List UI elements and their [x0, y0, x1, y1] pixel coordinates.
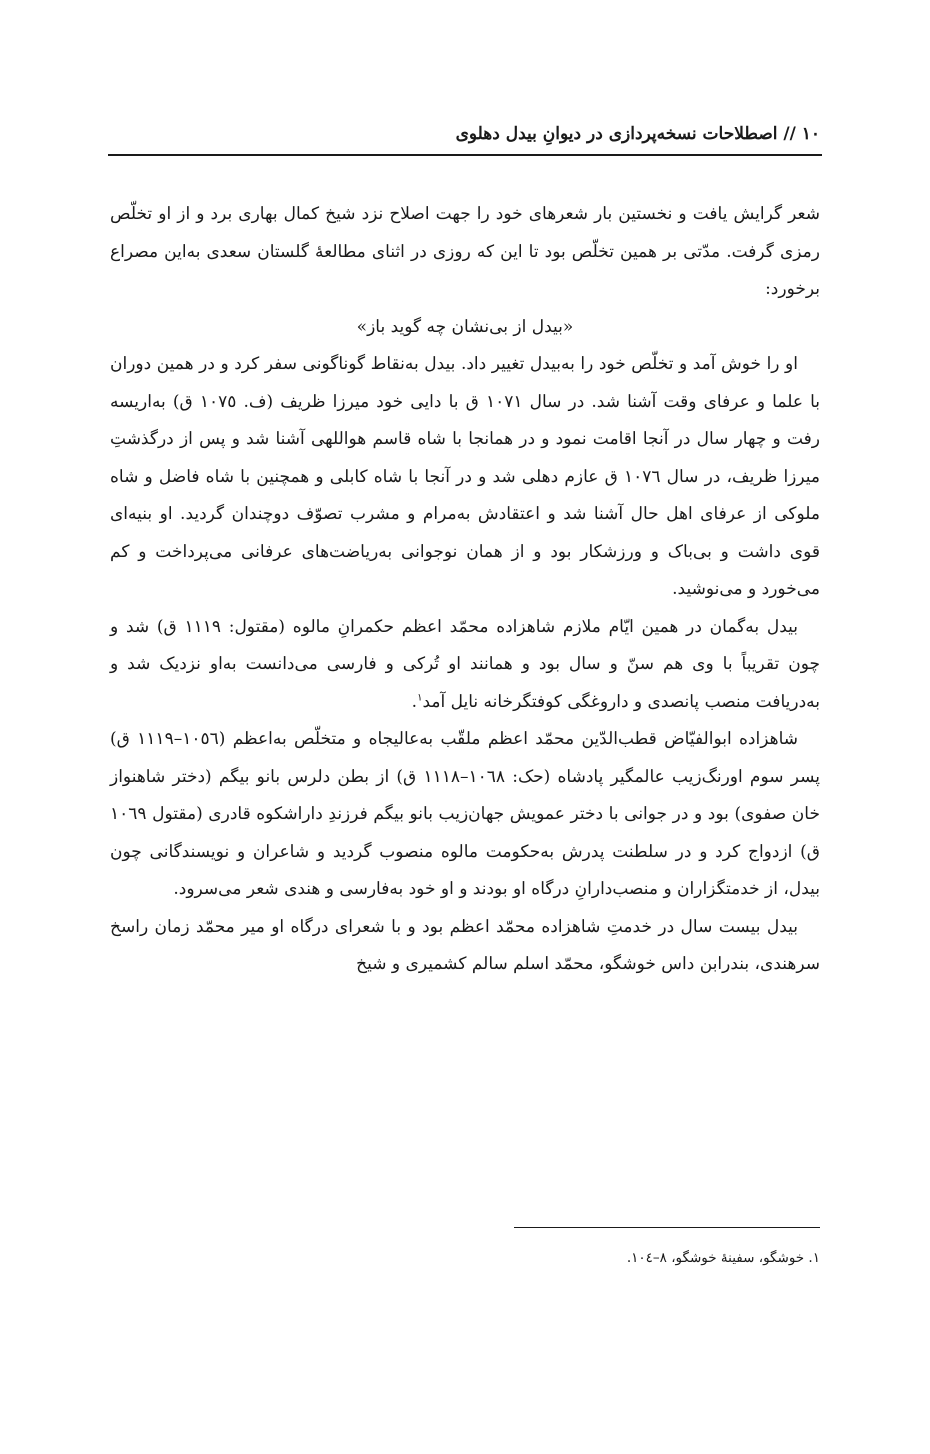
- footnote: ١. خوشگو، سفینهٔ خوشگو، ٨–١٠٤.: [626, 1250, 820, 1266]
- paragraph-2: او را خوش آمد و تخلّص خود را به‌بیدل تغییر داد. بیدل به‌نقاط گوناگونی سفر کرد و در همین دوران با علما و عرفای وقت آشنا شد. در سال ١٠٧١ ق با دایی خود میرزا ظریف (ف. ١٠٧٥ ق) به‌اریسه رفت و چهار سال در آنجا اقامت نمود و در همانجا با شاه قاسم هواللهی آشنا شد و پس از درگذشتِ میرزا ظریف، در سال ١٠٧٦ ق عازم دهلی شد و در آنجا با شاه کابلی و همچنین با شاه فاضل و شاه ملوکی از عرفای اهل حال آشنا شد و اعتقادش به‌مرام و مشرب تصوّف دوچندان گردید. او بنیه‌ای قوی داشت و بی‌باک و ورزشکار بود و از همان نوجوانی به‌ریاضت‌های عرفانی می‌پرداخت و کم می‌خورد و می‌نوشید.: [110, 354, 821, 599]
- verse-quote: «بیدل از بی‌نشان چه گوید باز»: [356, 316, 574, 337]
- header-rule: [108, 154, 822, 156]
- running-header: ١٠ // اصطلاحات نسخه‌پردازی در دیوانِ بیدل دهلوی: [455, 124, 820, 144]
- paragraph-3-end: .: [411, 691, 418, 712]
- footnote-rule: [514, 1227, 820, 1228]
- body-text: [110, 196, 820, 984]
- footnote-marker[interactable]: ١: [417, 691, 423, 703]
- paragraph-3: [110, 609, 820, 722]
- paragraph-4: شاهزاده ابوالفیّاض قطب‌الدّین محمّد اعظم ملقّب به‌عالیجاه و متخلّص به‌اعظم (١٠٥٦–١١١٩ ق) پسر سوم اورنگ‌زیب عالمگیر پادشاه (حک: ١٠٦٨–١١١٨ ق) از بطن دلرس بانو بیگم (دختر شاهنواز خان صفوی) بود و در جوانی با دختر عمویش جهان‌زیب بانو بیگم فرزندِ داراشکوه قادری (مقتول ١٠٦٩ ق) ازدواج کرد و در سلطنت پدرش به‌حکومت مالوه منصوب گردید و شاعران و نویسندگانی چون بیدل، از خدمتگزاران و منصب‌دارانِ درگاه او بودند و او خود به‌فارسی و هندی شعر می‌سرود.: [110, 729, 820, 899]
- paragraph-1: شعر گرایش یافت و نخستین بار شعرهای خود را جهت اصلاح نزد شیخ کمال بهاری برد و از او تخلّص رمزی گرفت. مدّتی بر همین تخلّص بود تا این که روزی در اثنای مطالعهٔ گلستان سعدی به‌این مصراع برخورد:: [110, 204, 820, 299]
- paragraph-3-text: بیدل به‌گمان در همین ایّام ملازم شاهزاده محمّد اعظم حکمرانِ مالوه (مقتول: ١١١٩ ق) شد و چون تقریباً با وی هم سنّ و سال بود و همانند او تُرکی و فارسی می‌دانست به‌او نزدیک شد و به‌دریافت منصب پانصدی و داروغگی کوفتگرخانه نایل آمد: [110, 616, 820, 712]
- paragraph-5: بیدل بیست سال در خدمتِ شاهزاده محمّد اعظم بود و با شعرای درگاه او میر محمّد زمان راسخ سرهندی، بندرابن داس خوشگو، محمّد اسلم سالم کشمیری و شیخ: [110, 916, 820, 974]
